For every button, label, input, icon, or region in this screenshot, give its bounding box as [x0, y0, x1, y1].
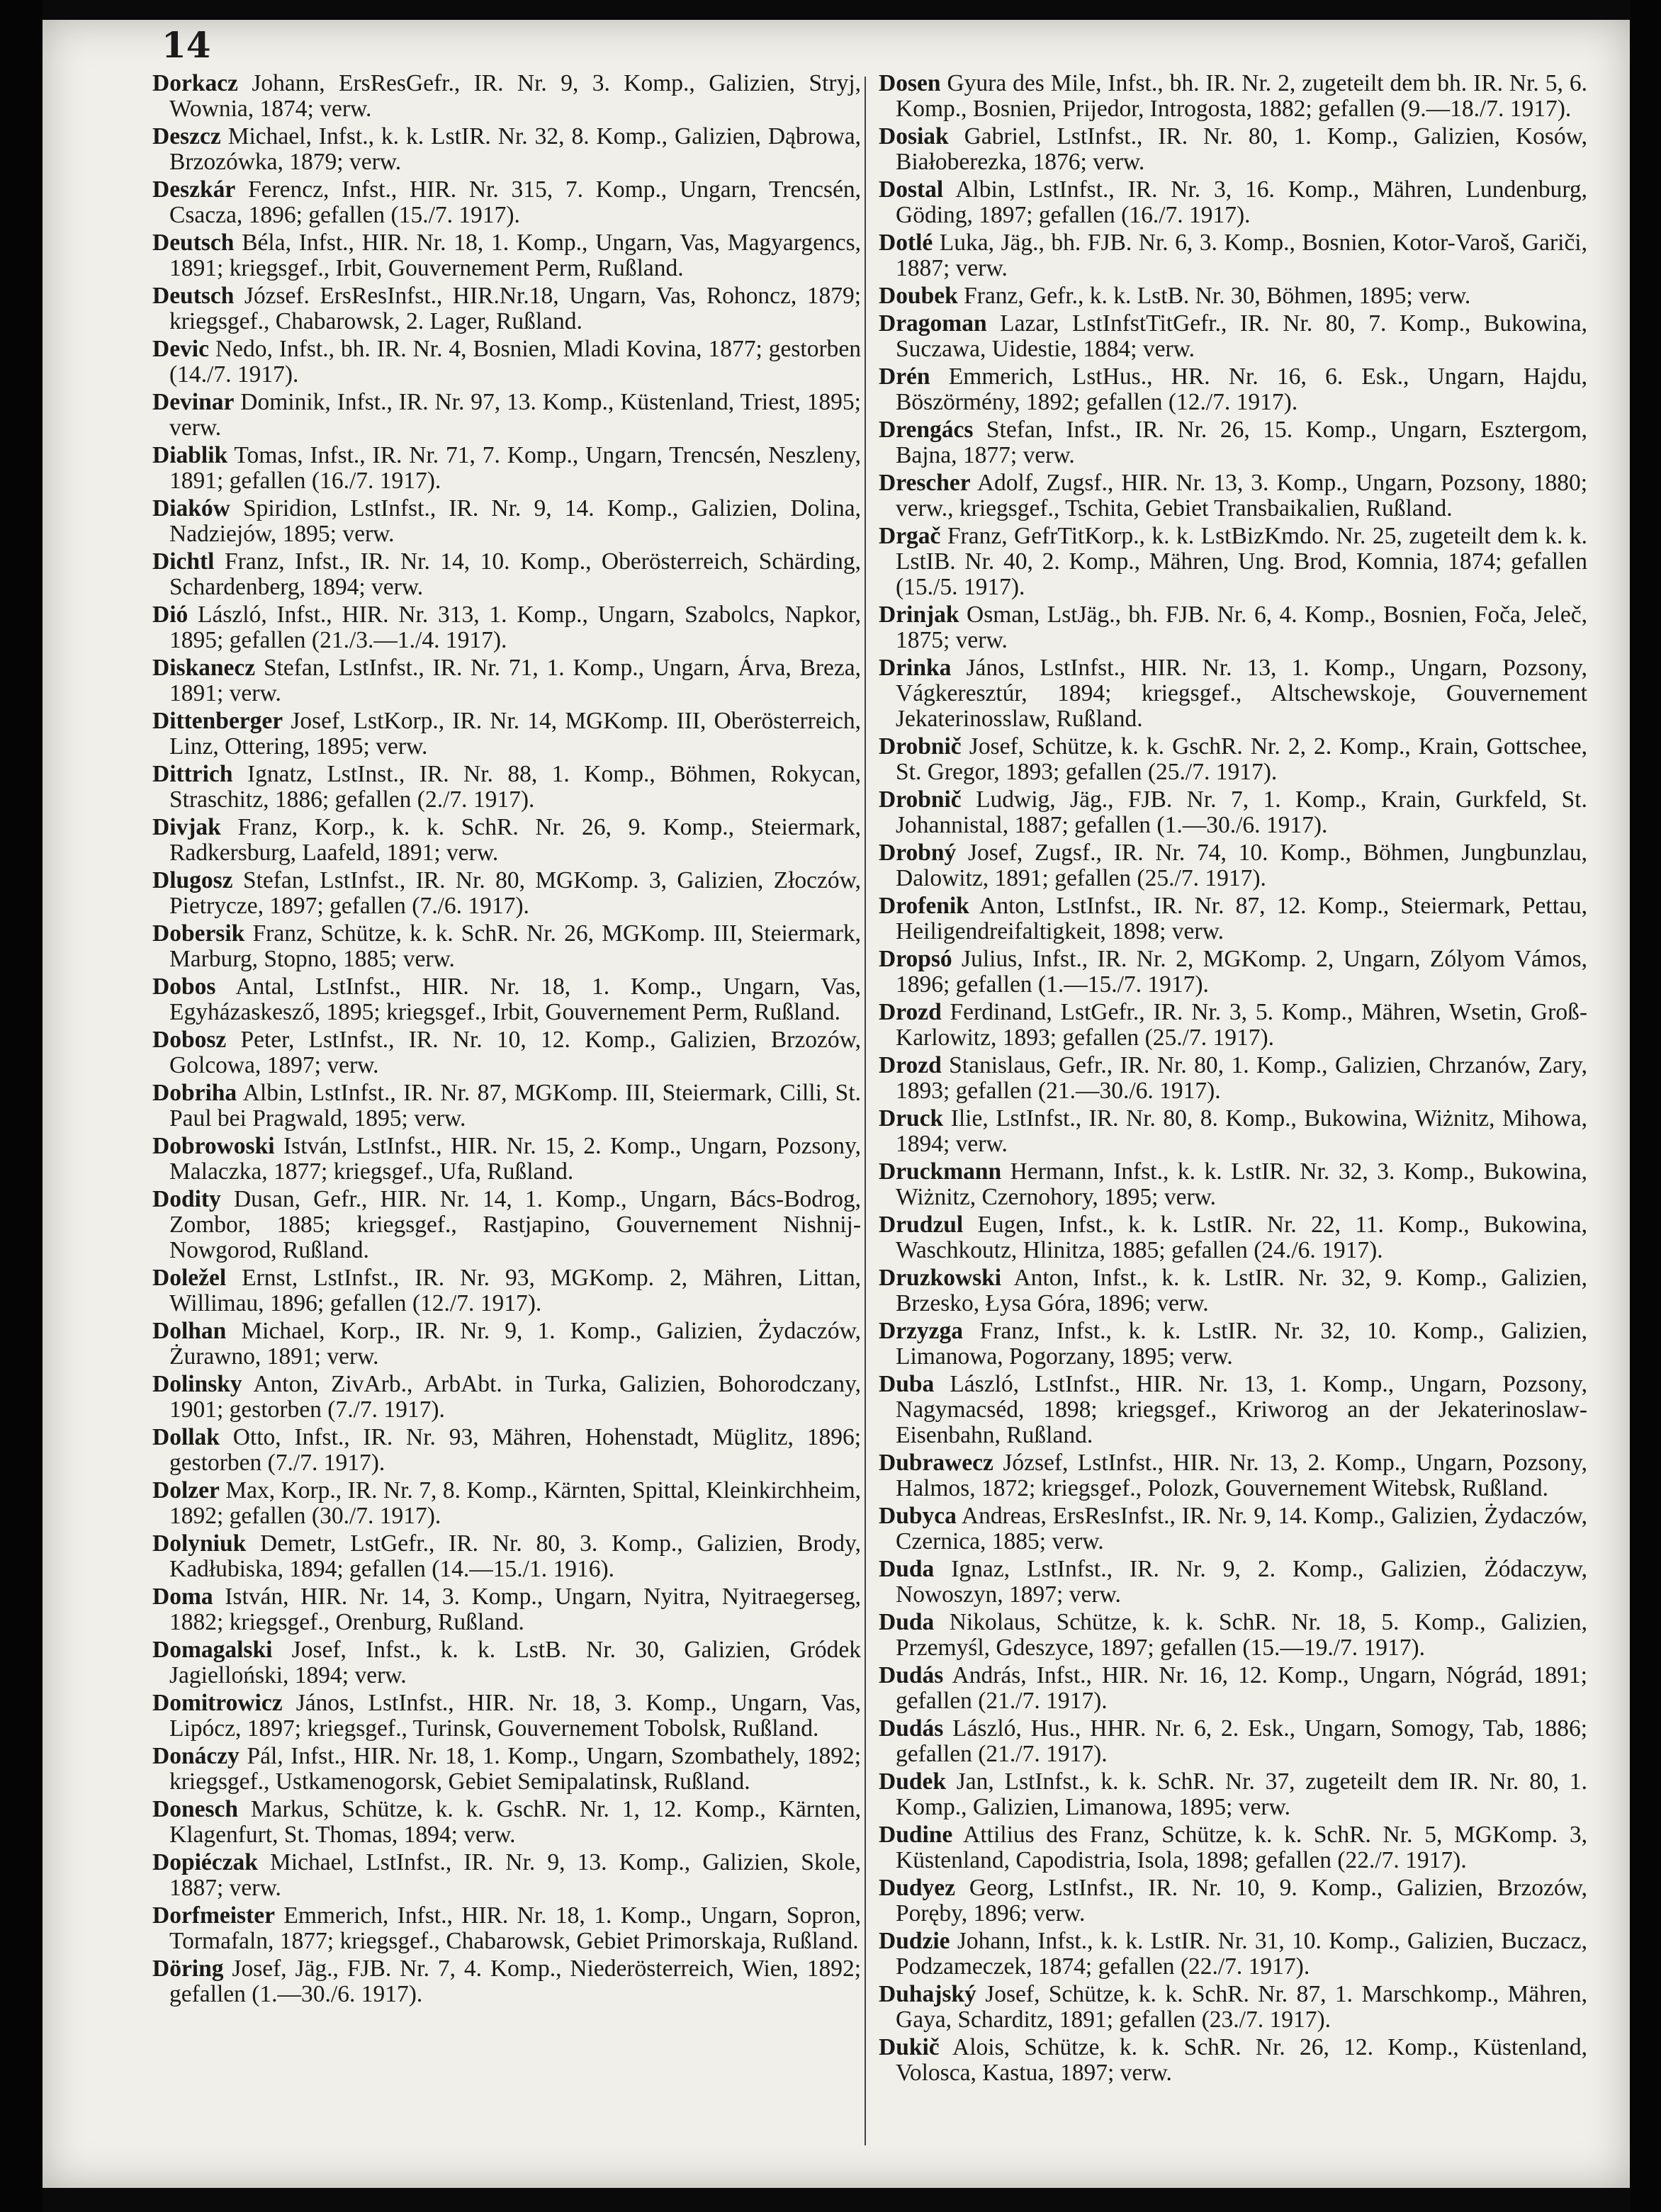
entry-details: Michael, LstInfst., IR. Nr. 9, 13. Komp., Galizien, Skole, 1887; verw.: [169, 1850, 861, 1901]
entry-surname: Dopiéczak: [152, 1850, 258, 1875]
entry-details: Anton, Infst., k. k. LstIR. Nr. 32, 9. Komp., Galizien, Brzesko, Łysa Góra, 1896; verw.: [896, 1265, 1587, 1316]
entry-details: Josef, Zugsf., IR. Nr. 74, 10. Komp., Böhmen, Jungbunzlau, Dalowitz, 1891; gefallen (25./7. 1917).: [896, 840, 1587, 891]
entry-details: Franz, Korp., k. k. SchR. Nr. 26, 9. Komp., Steiermark, Radkersburg, Laafeld, 1891; verw.: [169, 815, 861, 866]
casualty-entry: [152, 230, 861, 281]
entry-details: János, LstInfst., HIR. Nr. 13, 1. Komp., Ungarn, Pozsony, Vágkeresztúr, 1894; kriegsgef., Altschewskoje, Gouvernement Jekaterinosslaw, Rußland.: [896, 655, 1587, 732]
entry-surname: Drén: [879, 364, 930, 390]
entry-surname: Dukič: [879, 2035, 940, 2060]
entry-surname: Duhajský: [879, 1982, 976, 2007]
entry-details: Ludwig, Jäg., FJB. Nr. 7, 1. Komp., Krain, Gurkfeld, St. Johannistal, 1887; gefallen (1.—30./6. 1917).: [896, 787, 1587, 838]
entry-surname: Domitrowicz: [152, 1691, 283, 1716]
entry-surname: Dudzie: [879, 1929, 950, 1954]
column-divider: [865, 77, 866, 2145]
entry-details: Michael, Infst., k. k. LstIR. Nr. 32, 8. Komp., Galizien, Dąbrowa, Brzozówka, 1879; verw.: [169, 124, 861, 175]
entry-details: Gyura des Mile, Infst., bh. IR. Nr. 2, zugeteilt dem bh. IR. Nr. 5, 6. Komp., Bosnien, Prijedor, Introgosta, 1882; gefallen (9.—18./7. 1917).: [896, 71, 1587, 122]
entry-details: Franz, Gefr., k. k. LstB. Nr. 30, Böhmen, 1895; verw.: [964, 283, 1471, 309]
casualty-entry: [879, 1716, 1587, 1767]
entry-surname: Devinar: [152, 390, 235, 415]
casualty-entry: [152, 124, 861, 175]
entry-details: István, HIR. Nr. 14, 3. Komp., Ungarn, Nyitra, Nyitraegerseg, 1882; kriegsgef., Orenburg, Rußland.: [169, 1584, 861, 1635]
casualty-entry: [879, 1822, 1587, 1873]
entry-surname: Dittenberger: [152, 709, 283, 734]
entry-surname: Drobný: [879, 840, 957, 866]
entry-surname: Doležel: [152, 1265, 227, 1291]
entry-details: János, LstInfst., HIR. Nr. 18, 3. Komp., Ungarn, Vas, Lipócz, 1897; kriegsgef., Turinsk, Gouvernement Tobolsk, Rußland.: [169, 1691, 861, 1742]
entry-surname: Dolzer: [152, 1478, 220, 1503]
entry-surname: Duda: [879, 1557, 935, 1582]
entry-details: Josef, Infst., k. k. LstB. Nr. 30, Galizien, Gródek Jagielloński, 1894; verw.: [169, 1637, 861, 1688]
entry-surname: Döring: [152, 1956, 224, 1982]
entry-details: Ilie, LstInfst., IR. Nr. 80, 8. Komp., Bukowina, Wiżnitz, Mihowa, 1894; verw.: [896, 1106, 1587, 1157]
casualty-entry: [152, 443, 861, 494]
entry-surname: Dobrowoski: [152, 1134, 275, 1159]
entry-details: Johann, ErsResGefr., IR. Nr. 9, 3. Komp., Galizien, Stryj, Wownia, 1874; verw.: [169, 71, 861, 122]
casualty-entry: [879, 2035, 1587, 2086]
entry-surname: Drudzul: [879, 1212, 964, 1238]
casualty-entry: [152, 1903, 861, 1954]
entry-surname: Dosen: [879, 71, 941, 96]
casualty-entry: [879, 1106, 1587, 1157]
casualty-entry: [879, 1265, 1587, 1316]
entry-details: József. ErsResInfst., HIR.Nr.18, Ungarn, Vas, Rohoncz, 1879; kriegsgef., Chabarowsk, 2. Lager, Rußland.: [169, 283, 861, 334]
entry-details: Emmerich, LstHus., HR. Nr. 16, 6. Esk., Ungarn, Hajdu, Böszörmény, 1892; gefallen (12./7. 1917).: [896, 364, 1587, 415]
casualty-entry: [879, 1663, 1587, 1714]
entry-details: Franz, Infst., k. k. LstIR. Nr. 32, 10. Komp., Galizien, Limanowa, Pogorzany, 1895; verw.: [896, 1319, 1587, 1370]
entry-surname: Drengács: [879, 417, 974, 443]
entry-surname: Dittrich: [152, 762, 233, 787]
casualty-entry: [879, 1319, 1587, 1370]
entry-details: Otto, Infst., IR. Nr. 93, Mähren, Hohenstadt, Müglitz, 1896; gestorben (7./7. 1917).: [169, 1425, 861, 1476]
casualty-entry: [879, 1769, 1587, 1820]
entry-details: Albin, LstInfst., IR. Nr. 87, MGKomp. III, Steiermark, Cilli, St. Paul bei Pragwald, 1895; verw.: [169, 1080, 861, 1132]
casualty-entry: [152, 177, 861, 228]
entry-surname: Dostal: [879, 177, 944, 203]
entry-surname: Drinka: [879, 655, 952, 681]
entry-details: Josef, Jäg., FJB. Nr. 7, 4. Komp., Niederösterreich, Wien, 1892; gefallen (1.—30./6. 1917).: [169, 1956, 861, 2007]
casualty-entry: [152, 1027, 861, 1078]
entry-details: Andreas, ErsResInfst., IR. Nr. 9, 14. Komp., Galizien, Żydaczów, Czernica, 1885; verw.: [896, 1503, 1587, 1554]
entry-surname: Dollak: [152, 1425, 220, 1450]
entry-details: Stefan, LstInfst., IR. Nr. 80, MGKomp. 3, Galizien, Złoczów, Pietrycze, 1897; gefallen (7./6. 1917).: [169, 868, 861, 919]
casualty-entry: [152, 71, 861, 122]
entry-surname: Diablik: [152, 443, 228, 468]
entry-details: Ignatz, LstInst., IR. Nr. 88, 1. Komp., Böhmen, Rokycan, Straschitz, 1886; gefallen (2./7. 1917).: [169, 762, 861, 813]
casualty-entry: [152, 1478, 861, 1529]
entry-details: Josef, Schütze, k. k. SchR. Nr. 87, 1. Marschkomp., Mähren, Gaya, Scharditz, 1891; gefallen (23./7. 1917).: [896, 1982, 1587, 2033]
entry-details: Adolf, Zugsf., HIR. Nr. 13, 3. Komp., Ungarn, Pozsony, 1880; verw., kriegsgef., Tschita, Gebiet Transbaikalien, Rußland.: [896, 470, 1587, 521]
entry-surname: Dudás: [879, 1663, 944, 1688]
entry-details: Max, Korp., IR. Nr. 7, 8. Komp., Kärnten, Spittal, Kleinkirchheim, 1892; gefallen (30./7. 1917).: [169, 1478, 861, 1529]
entry-surname: Donáczy: [152, 1744, 240, 1769]
entry-details: Jan, LstInfst., k. k. SchR. Nr. 37, zugeteilt dem IR. Nr. 80, 1. Komp., Galizien, Limanowa, 1895; verw.: [896, 1769, 1587, 1820]
entry-surname: Dudine: [879, 1822, 953, 1848]
entry-details: Anton, LstInfst., IR. Nr. 87, 12. Komp., Steiermark, Pettau, Heiligendreifaltigkeit, 1898; verw.: [896, 893, 1587, 944]
casualty-entry: [152, 709, 861, 760]
casualty-entry: [879, 1212, 1587, 1263]
entry-surname: Dudek: [879, 1769, 946, 1795]
entry-details: Stefan, LstInfst., IR. Nr. 71, 1. Komp., Ungarn, Árva, Breza, 1891; verw.: [169, 655, 861, 706]
entry-surname: Dragoman: [879, 311, 987, 337]
casualty-entry: [152, 1531, 861, 1582]
entry-surname: Duda: [879, 1610, 935, 1635]
casualty-entry: [879, 311, 1587, 362]
entry-details: Franz, GefrTitKorp., k. k. LstBizKmdo. Nr. 25, zugeteilt dem k. k. LstIB. Nr. 40, 2. Komp., Mähren, Ung. Brod, Komnia, 1874; gefallen (15./5. 1917).: [896, 524, 1587, 600]
casualty-entry: [879, 734, 1587, 785]
casualty-entry: [152, 1319, 861, 1370]
entry-details: Anton, ZivArb., ArbAbt. in Turka, Galizien, Bohorodczany, 1901; gestorben (7./7. 1917).: [169, 1372, 861, 1423]
entry-details: Franz, Infst., IR. Nr. 14, 10. Komp., Oberösterreich, Schärding, Schardenberg, 1894; verw.: [169, 549, 861, 600]
entry-details: Josef, LstKorp., IR. Nr. 14, MGKomp. III, Oberösterreich, Linz, Ottering, 1895; verw.: [169, 709, 861, 760]
casualty-entry: [879, 655, 1587, 732]
entry-surname: Dubrawecz: [879, 1450, 993, 1476]
casualty-entry: [879, 417, 1587, 468]
page-number: 14: [162, 24, 211, 66]
casualty-entry: [152, 337, 861, 388]
entry-surname: Dodity: [152, 1187, 221, 1212]
casualty-entry: [879, 524, 1587, 600]
entry-surname: Drozd: [879, 1053, 942, 1078]
casualty-entry: [879, 893, 1587, 944]
entry-surname: Dobosz: [152, 1027, 227, 1053]
entry-surname: Diaków: [152, 496, 230, 521]
entry-surname: Dobos: [152, 974, 216, 1000]
entry-surname: Dropsó: [879, 947, 952, 972]
entry-details: László, LstInfst., HIR. Nr. 13, 1. Komp., Ungarn, Pozsony, Nagymacséd, 1898; kriegsgef., Kriworog an der Jekaterinoslaw-Eisenbahn, Rußland.: [896, 1372, 1587, 1448]
casualty-entry: [879, 947, 1587, 998]
entry-surname: Drobnič: [879, 734, 962, 760]
entry-details: Peter, LstInfst., IR. Nr. 10, 12. Komp., Galizien, Brzozów, Golcowa, 1897; verw.: [169, 1027, 861, 1078]
entry-details: Emmerich, Infst., HIR. Nr. 18, 1. Komp., Ungarn, Sopron, Tormafaln, 1877; kriegsgef., Chabarowsk, Gebiet Primorskaja, Rußland.: [169, 1903, 861, 1954]
casualty-entry: [152, 1080, 861, 1132]
casualty-entry: [879, 1372, 1587, 1448]
casualty-entry: [152, 1691, 861, 1742]
entry-surname: Druckmann: [879, 1159, 1002, 1185]
entry-details: Gabriel, LstInfst., IR. Nr. 80, 1. Komp., Galizien, Kosów, Białoberezka, 1876; verw.: [896, 124, 1587, 175]
casualty-entry: [879, 1503, 1587, 1554]
entry-details: László, Hus., HHR. Nr. 6, 2. Esk., Ungarn, Somogy, Tab, 1886; gefallen (21./7. 1917).: [896, 1716, 1587, 1767]
entry-surname: Dudás: [879, 1716, 944, 1742]
entry-surname: Dobersik: [152, 921, 245, 947]
casualty-entry: [152, 815, 861, 866]
entry-details: Albin, LstInfst., IR. Nr. 3, 16. Komp., Mähren, Lundenburg, Göding, 1897; gefallen (16./7. 1917).: [896, 177, 1587, 228]
entry-surname: Drobnič: [879, 787, 962, 813]
casualty-entry: [152, 1744, 861, 1795]
entry-details: Stefan, Infst., IR. Nr. 26, 15. Komp., Ungarn, Esztergom, Bajna, 1877; verw.: [896, 417, 1587, 468]
entry-details: Béla, Infst., HIR. Nr. 18, 1. Komp., Ungarn, Vas, Magyargencs, 1891; kriegsgef., Irbit, Gouvernement Perm, Rußland.: [169, 230, 861, 281]
entry-details: Pál, Infst., HIR. Nr. 18, 1. Komp., Ungarn, Szombathely, 1892; kriegsgef., Ustkamenogorsk, Gebiet Semipalatinsk, Rußland.: [169, 1744, 861, 1795]
entry-surname: Doma: [152, 1584, 213, 1610]
entry-details: László, Infst., HIR. Nr. 313, 1. Komp., Ungarn, Szabolcs, Napkor, 1895; gefallen (21./3.—1./4. 1917).: [169, 602, 861, 653]
entry-details: Antal, LstInfst., HIR. Nr. 18, 1. Komp., Ungarn, Vas, Egyházaskesző, 1895; kriegsgef., Irbit, Gouvernement Perm, Rußland.: [169, 974, 861, 1025]
entry-details: István, LstInfst., HIR. Nr. 15, 2. Komp., Ungarn, Pozsony, Malaczka, 1877; kriegsgef., Ufa, Rußland.: [169, 1134, 861, 1185]
casualty-entry: [879, 177, 1587, 228]
casualty-entry: [879, 787, 1587, 838]
entry-surname: Druzkowski: [879, 1265, 1002, 1291]
entry-surname: Domagalski: [152, 1637, 273, 1663]
entry-surname: Devic: [152, 337, 209, 362]
document-page: [43, 20, 1630, 2188]
left-column: [152, 71, 861, 2009]
casualty-entry: [152, 868, 861, 919]
casualty-entry: [879, 1929, 1587, 1980]
casualty-entry: [879, 840, 1587, 891]
casualty-entry: [152, 1372, 861, 1423]
entry-surname: Deszkár: [152, 177, 236, 203]
casualty-entry: [879, 283, 1587, 309]
entry-surname: Diskanecz: [152, 655, 256, 681]
casualty-entry: [152, 1134, 861, 1185]
casualty-entry: [152, 1265, 861, 1316]
entry-surname: Dolyniuk: [152, 1531, 247, 1557]
entry-details: Nikolaus, Schütze, k. k. SchR. Nr. 18, 5. Komp., Galizien, Przemyśl, Gdeszyce, 1897; gefallen (15.—19./7. 1917).: [896, 1610, 1587, 1661]
entry-details: Attilius des Franz, Schütze, k. k. SchR. Nr. 5, MGKomp. 3, Küstenland, Capodistria, Isola, 1898; gefallen (22./7. 1917).: [896, 1822, 1587, 1873]
entry-surname: Dolhan: [152, 1319, 227, 1344]
entry-details: Hermann, Infst., k. k. LstIR. Nr. 32, 3. Komp., Bukowina, Wiżnitz, Czernohory, 1895; verw.: [896, 1159, 1587, 1210]
entry-details: Nedo, Infst., bh. IR. Nr. 4, Bosnien, Mladi Kovina, 1877; gestorben (14./7. 1917).: [169, 337, 861, 388]
entry-surname: Dosiak: [879, 124, 949, 149]
casualty-entry: [152, 762, 861, 813]
entry-surname: Dió: [152, 602, 188, 628]
entry-surname: Drescher: [879, 470, 971, 496]
casualty-entry: [152, 1637, 861, 1688]
entry-details: Julius, Infst., IR. Nr. 2, MGKomp. 2, Ungarn, Zólyom Vámos, 1896; gefallen (1.—15./7. 1917).: [896, 947, 1587, 998]
entry-surname: Dolinsky: [152, 1372, 242, 1397]
entry-surname: Deutsch: [152, 230, 235, 256]
casualty-entry: [879, 1053, 1587, 1104]
entry-surname: Dlugosz: [152, 868, 233, 893]
entry-surname: Drgač: [879, 524, 941, 549]
casualty-entry: [879, 1557, 1587, 1608]
entry-details: Franz, Schütze, k. k. SchR. Nr. 26, MGKomp. III, Steiermark, Marburg, Stopno, 1885; verw.: [169, 921, 861, 972]
entry-surname: Dudyez: [879, 1875, 955, 1901]
entry-surname: Donesch: [152, 1797, 238, 1822]
casualty-entry: [879, 1159, 1587, 1210]
entry-surname: Dobriha: [152, 1080, 237, 1106]
casualty-entry: [879, 230, 1587, 281]
entry-details: Alois, Schütze, k. k. SchR. Nr. 26, 12. Komp., Küstenland, Volosca, Kastua, 1897; verw.: [896, 2035, 1587, 2086]
entry-surname: Drinjak: [879, 602, 959, 628]
entry-details: Lazar, LstInfstTitGefr., IR. Nr. 80, 7. Komp., Bukowina, Suczawa, Uidestie, 1884; verw.: [896, 311, 1587, 362]
entry-surname: Dorkacz: [152, 71, 238, 96]
entry-details: Dominik, Infst., IR. Nr. 97, 13. Komp., Küstenland, Triest, 1895; verw.: [169, 390, 861, 441]
entry-surname: Divjak: [152, 815, 221, 840]
entry-details: Ferdinand, LstGefr., IR. Nr. 3, 5. Komp., Mähren, Wsetin, Groß-Karlowitz, 1893; gefallen (25./7. 1917).: [896, 1000, 1587, 1051]
entry-surname: Duba: [879, 1372, 935, 1397]
casualty-entry: [879, 1875, 1587, 1926]
casualty-entry: [152, 283, 861, 334]
casualty-entry: [879, 1610, 1587, 1661]
casualty-entry: [152, 974, 861, 1025]
casualty-entry: [152, 1584, 861, 1635]
entry-details: Tomas, Infst., IR. Nr. 71, 7. Komp., Ungarn, Trencsén, Neszleny, 1891; gefallen (16./7. 1917).: [169, 443, 861, 494]
entry-details: Ferencz, Infst., HIR. Nr. 315, 7. Komp., Ungarn, Trencsén, Csacza, 1896; gefallen (15./7. 1917).: [169, 177, 861, 228]
casualty-entry: [152, 390, 861, 441]
casualty-entry: [152, 1850, 861, 1901]
casualty-entry: [152, 496, 861, 547]
entry-details: Stanislaus, Gefr., IR. Nr. 80, 1. Komp., Galizien, Chrzanów, Zary, 1893; gefallen (21.—30./6. 1917).: [896, 1053, 1587, 1104]
entry-details: Dusan, Gefr., HIR. Nr. 14, 1. Komp., Ungarn, Bács-Bodrog, Zombor, 1885; kriegsgef., Rastjapino, Gouvernement Nishnij-Nowgorod, Rußland.: [169, 1187, 861, 1263]
entry-surname: Deszcz: [152, 124, 221, 149]
casualty-entry: [152, 1956, 861, 2007]
entry-details: Ernst, LstInfst., IR. Nr. 93, MGKomp. 2, Mähren, Littan, Willimau, 1896; gefallen (12./7. 1917).: [169, 1265, 861, 1316]
entry-details: Georg, LstInfst., IR. Nr. 10, 9. Komp., Galizien, Brzozów, Poręby, 1896; verw.: [896, 1875, 1587, 1926]
casualty-entry: [879, 470, 1587, 521]
casualty-entry: [879, 1450, 1587, 1501]
right-column: [879, 71, 1587, 2088]
entry-details: Markus, Schütze, k. k. GschR. Nr. 1, 12. Komp., Kärnten, Klagenfurt, St. Thomas, 1894; verw.: [169, 1797, 861, 1848]
entry-details: Osman, LstJäg., bh. FJB. Nr. 6, 4. Komp., Bosnien, Foča, Jeleč, 1875; verw.: [896, 602, 1587, 653]
casualty-entry: [879, 71, 1587, 122]
scan-border-right: [1630, 0, 1661, 2212]
entry-details: András, Infst., HIR. Nr. 16, 12. Komp., Ungarn, Nógrád, 1891; gefallen (21./7. 1917).: [896, 1663, 1587, 1714]
entry-details: József, LstInfst., HIR. Nr. 13, 2. Komp., Ungarn, Pozsony, Halmos, 1872; kriegsgef., Polozk, Gouvernement Witebsk, Rußland.: [896, 1450, 1587, 1501]
casualty-entry: [879, 364, 1587, 415]
casualty-entry: [879, 1000, 1587, 1051]
entry-surname: Doubek: [879, 283, 958, 309]
entry-surname: Drozd: [879, 1000, 942, 1025]
entry-surname: Dorfmeister: [152, 1903, 275, 1929]
scan-border-left: [0, 0, 43, 2212]
casualty-entry: [152, 1797, 861, 1848]
casualty-entry: [152, 549, 861, 600]
casualty-entry: [879, 602, 1587, 653]
entry-details: Michael, Korp., IR. Nr. 9, 1. Komp., Galizien, Żydaczów, Żurawno, 1891; verw.: [169, 1319, 861, 1370]
casualty-entry: [152, 602, 861, 653]
entry-details: Luka, Jäg., bh. FJB. Nr. 6, 3. Komp., Bosnien, Kotor-Varoš, Gariči, 1887; verw.: [896, 230, 1587, 281]
casualty-entry: [152, 1425, 861, 1476]
casualty-entry: [152, 921, 861, 972]
entry-details: Spiridion, LstInfst., IR. Nr. 9, 14. Komp., Galizien, Dolina, Nadziejów, 1895; verw.: [169, 496, 861, 547]
entry-details: Demetr, LstGefr., IR. Nr. 80, 3. Komp., Galizien, Brody, Kadłubiska, 1894; gefallen (14.—15./1. 1916).: [169, 1531, 861, 1582]
casualty-entry: [152, 1187, 861, 1263]
entry-details: Ignaz, LstInfst., IR. Nr. 9, 2. Komp., Galizien, Żódaczyw, Nowoszyn, 1897; verw.: [896, 1557, 1587, 1608]
casualty-entry: [879, 124, 1587, 175]
entry-details: Eugen, Infst., k. k. LstIR. Nr. 22, 11. Komp., Bukowina, Waschkoutz, Hlinitza, 1885; gefallen (24./6. 1917).: [896, 1212, 1587, 1263]
entry-surname: Dichtl: [152, 549, 215, 575]
entry-surname: Dubyca: [879, 1503, 957, 1529]
entry-surname: Druck: [879, 1106, 944, 1132]
entry-surname: Drzyzga: [879, 1319, 964, 1344]
casualty-entry: [152, 655, 861, 706]
entry-details: Josef, Schütze, k. k. GschR. Nr. 2, 2. Komp., Krain, Gottschee, St. Gregor, 1893; gefallen (25./7. 1917).: [896, 734, 1587, 785]
entry-surname: Dotlé: [879, 230, 933, 256]
entry-details: Johann, Infst., k. k. LstIR. Nr. 31, 10. Komp., Galizien, Buczacz, Podzameczek, 1874; gefallen (22./7. 1917).: [896, 1929, 1587, 1980]
casualty-entry: [879, 1982, 1587, 2033]
entry-surname: Deutsch: [152, 283, 235, 309]
entry-surname: Drofenik: [879, 893, 969, 919]
